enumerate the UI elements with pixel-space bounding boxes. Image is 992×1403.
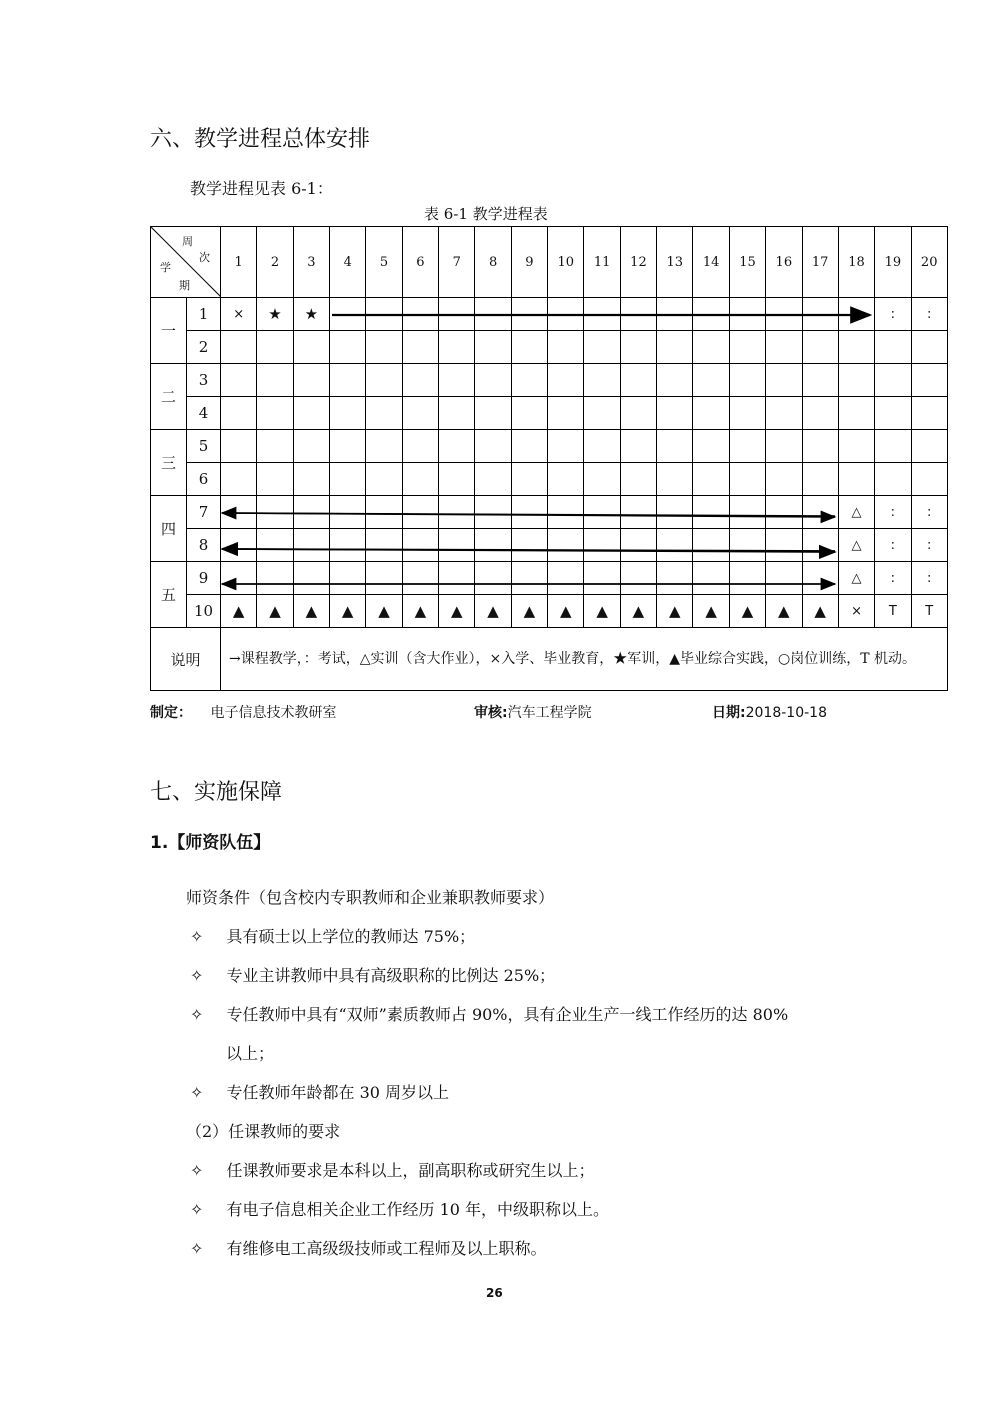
review bbox=[474, 702, 592, 722]
semester-cell: 5 bbox=[187, 430, 221, 463]
schedule-cell: ★ bbox=[293, 298, 329, 331]
schedule-cell bbox=[511, 397, 547, 430]
schedule-cell bbox=[548, 430, 584, 463]
term-cell: 四 bbox=[151, 496, 187, 562]
schedule-cell: ▲ bbox=[221, 595, 257, 628]
schedule-cell bbox=[511, 463, 547, 496]
schedule-cell bbox=[802, 430, 838, 463]
schedule-cell bbox=[693, 397, 729, 430]
schedule-cell: ▲ bbox=[293, 595, 329, 628]
schedule-cell bbox=[729, 496, 765, 529]
list-item: ✧ 专任教师年龄都在 30 周岁以上 bbox=[190, 1083, 450, 1102]
schedule-cell bbox=[366, 496, 402, 529]
schedule-cell bbox=[548, 496, 584, 529]
term-cell: 一 bbox=[151, 298, 187, 364]
schedule-cell bbox=[475, 331, 511, 364]
schedule-cell bbox=[439, 529, 475, 562]
schedule-cell bbox=[366, 430, 402, 463]
schedule-cell bbox=[693, 562, 729, 595]
schedule-cell: : bbox=[911, 562, 947, 595]
list-item: ✧ 专业主讲教师中具有高级职称的比例达 25%； bbox=[190, 966, 556, 985]
corner-label-qi: 期 bbox=[179, 279, 190, 292]
page-number: 26 bbox=[486, 1286, 503, 1300]
schedule-cell bbox=[620, 397, 656, 430]
schedule-cell: T bbox=[875, 595, 911, 628]
week-header: 2 bbox=[257, 227, 293, 298]
schedule-cell bbox=[548, 529, 584, 562]
week-header: 17 bbox=[802, 227, 838, 298]
schedule-cell bbox=[766, 496, 802, 529]
schedule-cell bbox=[657, 397, 693, 430]
schedule-cell bbox=[802, 496, 838, 529]
schedule-cell bbox=[838, 298, 874, 331]
date-value: 2018-10-18 bbox=[745, 705, 827, 721]
schedule-cell bbox=[875, 331, 911, 364]
week-header: 5 bbox=[366, 227, 402, 298]
list-item: ✧ 有电子信息相关企业工作经历 10 年，中级职称以上。 bbox=[190, 1200, 610, 1219]
review-label: 审核: bbox=[474, 705, 508, 721]
schedule-cell bbox=[221, 397, 257, 430]
schedule-cell bbox=[548, 562, 584, 595]
table-intro: 教学进程见表 6-1： bbox=[190, 179, 333, 198]
corner-label-ci: 次 bbox=[199, 251, 210, 264]
list-item-continuation: 以上； bbox=[226, 1044, 275, 1063]
week-header: 7 bbox=[439, 227, 475, 298]
table-row bbox=[151, 298, 948, 331]
schedule-cell bbox=[402, 331, 438, 364]
schedule-cell: : bbox=[911, 529, 947, 562]
schedule-cell: ▲ bbox=[693, 595, 729, 628]
schedule-cell bbox=[402, 562, 438, 595]
schedule-cell bbox=[693, 298, 729, 331]
schedule-cell bbox=[293, 364, 329, 397]
schedule-cell: ▲ bbox=[766, 595, 802, 628]
corner-cell bbox=[151, 227, 221, 298]
schedule-cell: ▲ bbox=[657, 595, 693, 628]
diamond-icon: ✧ bbox=[190, 1005, 204, 1024]
table-row bbox=[151, 397, 948, 430]
schedule-cell bbox=[511, 562, 547, 595]
schedule-cell: ▲ bbox=[729, 595, 765, 628]
schedule-cell bbox=[838, 331, 874, 364]
schedule-cell bbox=[548, 397, 584, 430]
schedule-cell bbox=[511, 331, 547, 364]
schedule-cell: : bbox=[875, 562, 911, 595]
schedule-cell: ▲ bbox=[257, 595, 293, 628]
schedule-cell bbox=[911, 331, 947, 364]
semester-cell: 7 bbox=[187, 496, 221, 529]
week-header: 18 bbox=[838, 227, 874, 298]
schedule-cell: ▲ bbox=[366, 595, 402, 628]
schedule-cell bbox=[584, 529, 620, 562]
schedule-cell bbox=[802, 397, 838, 430]
schedule-cell bbox=[584, 331, 620, 364]
schedule-cell bbox=[693, 430, 729, 463]
schedule-cell bbox=[439, 562, 475, 595]
schedule-cell bbox=[511, 496, 547, 529]
term-cell: 三 bbox=[151, 430, 187, 496]
schedule-cell bbox=[330, 298, 366, 331]
corner-label-xue: 学 bbox=[160, 261, 171, 274]
schedule-cell bbox=[257, 397, 293, 430]
schedule-cell bbox=[875, 364, 911, 397]
date bbox=[712, 702, 827, 722]
schedule-cell: : bbox=[911, 298, 947, 331]
schedule-cell bbox=[802, 463, 838, 496]
schedule-cell bbox=[366, 529, 402, 562]
schedule-cell bbox=[257, 463, 293, 496]
schedule-cell bbox=[657, 529, 693, 562]
schedule-cell bbox=[330, 364, 366, 397]
diamond-icon: ✧ bbox=[190, 1200, 204, 1219]
section6-heading: 六、教学进程总体安排 bbox=[150, 127, 371, 152]
schedule-cell bbox=[838, 463, 874, 496]
schedule-cell bbox=[330, 496, 366, 529]
section7-heading: 七、实施保障 bbox=[150, 780, 283, 805]
schedule-cell bbox=[766, 364, 802, 397]
schedule-cell bbox=[584, 364, 620, 397]
schedule-cell bbox=[548, 298, 584, 331]
schedule-cell bbox=[548, 331, 584, 364]
schedule-cell bbox=[475, 529, 511, 562]
schedule-cell bbox=[802, 529, 838, 562]
schedule-cell bbox=[911, 463, 947, 496]
schedule-cell bbox=[439, 496, 475, 529]
schedule-cell bbox=[693, 463, 729, 496]
schedule-cell bbox=[584, 298, 620, 331]
schedule-cell bbox=[402, 298, 438, 331]
schedule-cell bbox=[402, 430, 438, 463]
schedule-cell bbox=[802, 298, 838, 331]
diamond-icon: ✧ bbox=[190, 966, 204, 985]
schedule-cell bbox=[693, 496, 729, 529]
schedule-cell bbox=[330, 463, 366, 496]
schedule-cell bbox=[257, 430, 293, 463]
schedule-cell bbox=[729, 331, 765, 364]
week-header: 3 bbox=[293, 227, 329, 298]
schedule-cell bbox=[766, 430, 802, 463]
schedule-cell bbox=[875, 430, 911, 463]
semester-cell: 6 bbox=[187, 463, 221, 496]
schedule-cell bbox=[584, 463, 620, 496]
schedule-cell bbox=[729, 397, 765, 430]
schedule-cell bbox=[693, 331, 729, 364]
schedule-cell bbox=[221, 562, 257, 595]
schedule-cell: ▲ bbox=[620, 595, 656, 628]
schedule-cell bbox=[657, 298, 693, 331]
schedule-cell bbox=[257, 364, 293, 397]
list-item: ✧ 有维修电工高级级技师或工程师及以上职称。 bbox=[190, 1239, 547, 1258]
semester-cell: 8 bbox=[187, 529, 221, 562]
schedule-cell: ▲ bbox=[475, 595, 511, 628]
diamond-icon: ✧ bbox=[190, 1161, 204, 1180]
table-row bbox=[151, 529, 948, 562]
schedule-cell bbox=[402, 496, 438, 529]
subheading-teachers: 1.【师资队伍】 bbox=[150, 833, 271, 853]
schedule-cell bbox=[620, 529, 656, 562]
schedule-cell bbox=[330, 529, 366, 562]
schedule-cell bbox=[439, 364, 475, 397]
schedule-cell: △ bbox=[838, 562, 874, 595]
schedule-cell bbox=[439, 298, 475, 331]
schedule-cell bbox=[402, 364, 438, 397]
term-cell: 二 bbox=[151, 364, 187, 430]
schedule-cell bbox=[293, 331, 329, 364]
schedule-cell bbox=[766, 529, 802, 562]
schedule-cell bbox=[766, 397, 802, 430]
schedule-cell bbox=[293, 397, 329, 430]
schedule-cell bbox=[475, 298, 511, 331]
schedule-cell bbox=[802, 562, 838, 595]
schedule-cell bbox=[911, 364, 947, 397]
schedule-cell: ▲ bbox=[439, 595, 475, 628]
date-label: 日期: bbox=[712, 705, 746, 721]
schedule-cell bbox=[439, 463, 475, 496]
schedule-cell bbox=[657, 463, 693, 496]
schedule-cell bbox=[402, 397, 438, 430]
note-row bbox=[151, 628, 948, 691]
table-row bbox=[151, 331, 948, 364]
schedule-cell bbox=[257, 331, 293, 364]
list-item: ✧ 专任教师中具有“双师”素质教师占 90%，具有企业生产一线工作经历的达 80% bbox=[190, 1005, 789, 1024]
schedule-cell bbox=[584, 496, 620, 529]
semester-cell: 1 bbox=[187, 298, 221, 331]
week-header: 6 bbox=[402, 227, 438, 298]
schedule-cell: ▲ bbox=[330, 595, 366, 628]
week-header: 1 bbox=[221, 227, 257, 298]
schedule-cell bbox=[511, 529, 547, 562]
schedule-cell bbox=[911, 397, 947, 430]
schedule-cell bbox=[330, 331, 366, 364]
schedule-cell bbox=[802, 331, 838, 364]
schedule-cell bbox=[548, 364, 584, 397]
week-header: 10 bbox=[548, 227, 584, 298]
diamond-icon: ✧ bbox=[190, 1239, 204, 1258]
schedule-cell: ▲ bbox=[511, 595, 547, 628]
week-header: 16 bbox=[766, 227, 802, 298]
schedule-cell bbox=[330, 397, 366, 430]
schedule-cell bbox=[802, 364, 838, 397]
week-header: 4 bbox=[330, 227, 366, 298]
schedule-cell bbox=[221, 496, 257, 529]
schedule-cell bbox=[257, 496, 293, 529]
week-header: 12 bbox=[620, 227, 656, 298]
schedule-cell: : bbox=[875, 298, 911, 331]
corner-label-zhou: 周 bbox=[182, 235, 193, 248]
schedule-cell bbox=[475, 364, 511, 397]
schedule-cell bbox=[584, 397, 620, 430]
schedule-cell: × bbox=[838, 595, 874, 628]
schedule-cell bbox=[366, 397, 402, 430]
subheading-course-teachers: （2）任课教师的要求 bbox=[186, 1122, 341, 1141]
schedule-cell: ▲ bbox=[584, 595, 620, 628]
schedule-cell bbox=[293, 463, 329, 496]
schedule-cell bbox=[693, 364, 729, 397]
schedule-cell bbox=[475, 562, 511, 595]
schedule-cell bbox=[911, 430, 947, 463]
table-caption: 表 6-1 教学进程表 bbox=[424, 205, 548, 223]
schedule-cell: ▲ bbox=[402, 595, 438, 628]
week-header: 9 bbox=[511, 227, 547, 298]
schedule-cell: △ bbox=[838, 496, 874, 529]
schedule-cell bbox=[221, 430, 257, 463]
header-row bbox=[151, 227, 948, 298]
schedule-cell bbox=[875, 463, 911, 496]
week-header: 11 bbox=[584, 227, 620, 298]
schedule-cell bbox=[511, 430, 547, 463]
schedule-cell bbox=[402, 463, 438, 496]
schedule-cell bbox=[620, 331, 656, 364]
schedule-cell bbox=[475, 397, 511, 430]
semester-cell: 10 bbox=[187, 595, 221, 628]
schedule-cell bbox=[766, 331, 802, 364]
schedule-cell: ▲ bbox=[548, 595, 584, 628]
schedule-cell bbox=[620, 496, 656, 529]
week-header: 14 bbox=[693, 227, 729, 298]
week-header: 19 bbox=[875, 227, 911, 298]
schedule-cell bbox=[511, 364, 547, 397]
note-label: 说明 bbox=[151, 628, 221, 691]
table-row bbox=[151, 595, 948, 628]
table-row bbox=[151, 562, 948, 595]
schedule-cell bbox=[620, 562, 656, 595]
schedule-cell bbox=[221, 463, 257, 496]
schedule-cell bbox=[729, 529, 765, 562]
schedule-cell: △ bbox=[838, 529, 874, 562]
schedule-cell bbox=[657, 496, 693, 529]
week-header: 8 bbox=[475, 227, 511, 298]
schedule-cell: × bbox=[221, 298, 257, 331]
made-by bbox=[150, 702, 336, 722]
made-value: 电子信息技术教研室 bbox=[210, 705, 337, 721]
schedule-cell bbox=[366, 364, 402, 397]
schedule-cell bbox=[293, 529, 329, 562]
schedule-cell bbox=[729, 298, 765, 331]
schedule-cell bbox=[475, 496, 511, 529]
schedule-cell bbox=[875, 397, 911, 430]
schedule-cell bbox=[620, 298, 656, 331]
list-item: ✧ 任课教师要求是本科以上，副高职称或研究生以上； bbox=[190, 1161, 595, 1180]
schedule-cell bbox=[330, 430, 366, 463]
schedule-cell bbox=[475, 430, 511, 463]
schedule-cell bbox=[366, 331, 402, 364]
schedule-cell: : bbox=[875, 529, 911, 562]
term-cell: 五 bbox=[151, 562, 187, 628]
table-row bbox=[151, 364, 948, 397]
week-header: 20 bbox=[911, 227, 947, 298]
table-row bbox=[151, 463, 948, 496]
diamond-icon: ✧ bbox=[190, 927, 204, 946]
schedule-cell bbox=[729, 562, 765, 595]
review-value: 汽车工程学院 bbox=[507, 705, 592, 721]
schedule-cell: T bbox=[911, 595, 947, 628]
semester-cell: 9 bbox=[187, 562, 221, 595]
semester-cell: 4 bbox=[187, 397, 221, 430]
schedule-cell bbox=[221, 331, 257, 364]
schedule-cell bbox=[657, 430, 693, 463]
schedule-table bbox=[150, 226, 948, 691]
schedule-cell bbox=[584, 430, 620, 463]
diamond-icon: ✧ bbox=[190, 1083, 204, 1102]
schedule-cell bbox=[221, 529, 257, 562]
schedule-cell bbox=[729, 364, 765, 397]
note-text: →课程教学，：考试，△实训（含大作业），×入学、毕业教育，★军训，▲毕业综合实践，○岗位训练，T 机动。 bbox=[221, 628, 948, 691]
schedule-cell bbox=[511, 298, 547, 331]
schedule-cell bbox=[439, 430, 475, 463]
list-item: ✧ 具有硕士以上学位的教师达 75%； bbox=[190, 927, 476, 946]
schedule-cell: ★ bbox=[257, 298, 293, 331]
table-row bbox=[151, 430, 948, 463]
schedule-cell: ▲ bbox=[802, 595, 838, 628]
table-row bbox=[151, 496, 948, 529]
schedule-cell bbox=[257, 529, 293, 562]
schedule-cell bbox=[439, 331, 475, 364]
semester-cell: 2 bbox=[187, 331, 221, 364]
week-header: 15 bbox=[729, 227, 765, 298]
schedule-cell bbox=[838, 364, 874, 397]
schedule-cell bbox=[838, 430, 874, 463]
schedule-cell: : bbox=[911, 496, 947, 529]
made-label: 制定： bbox=[150, 705, 192, 721]
schedule-cell bbox=[693, 529, 729, 562]
schedule-cell bbox=[657, 364, 693, 397]
schedule-cell bbox=[657, 331, 693, 364]
schedule-cell bbox=[620, 463, 656, 496]
schedule-cell bbox=[729, 430, 765, 463]
week-header: 13 bbox=[657, 227, 693, 298]
schedule-cell bbox=[402, 529, 438, 562]
schedule-cell bbox=[366, 463, 402, 496]
schedule-cell bbox=[729, 463, 765, 496]
schedule-cell bbox=[293, 562, 329, 595]
schedule-cell bbox=[838, 397, 874, 430]
semester-cell: 3 bbox=[187, 364, 221, 397]
schedule-cell bbox=[766, 298, 802, 331]
schedule-cell: : bbox=[875, 496, 911, 529]
schedule-cell bbox=[330, 562, 366, 595]
schedule-cell bbox=[766, 562, 802, 595]
schedule-cell bbox=[366, 562, 402, 595]
schedule-cell bbox=[548, 463, 584, 496]
schedule-cell bbox=[221, 364, 257, 397]
schedule-cell bbox=[439, 397, 475, 430]
schedule-cell bbox=[293, 496, 329, 529]
schedule-cell bbox=[584, 562, 620, 595]
schedule-cell bbox=[366, 298, 402, 331]
schedule-cell bbox=[766, 463, 802, 496]
schedule-cell bbox=[657, 562, 693, 595]
teacher-conditions: 师资条件（包含校内专职教师和企业兼职教师要求） bbox=[186, 888, 555, 907]
schedule-cell bbox=[293, 430, 329, 463]
schedule-cell bbox=[257, 562, 293, 595]
schedule-cell bbox=[620, 430, 656, 463]
schedule-cell bbox=[475, 463, 511, 496]
schedule-cell bbox=[620, 364, 656, 397]
